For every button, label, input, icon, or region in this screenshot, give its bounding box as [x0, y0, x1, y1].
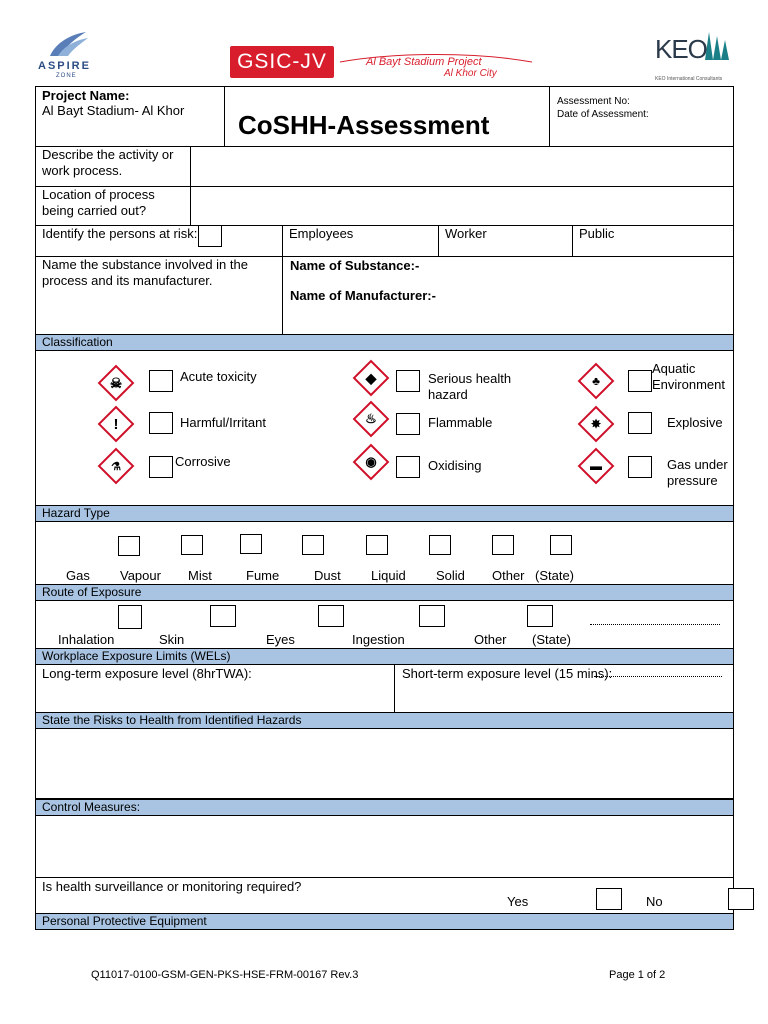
explosive-checkbox[interactable] — [628, 412, 652, 434]
aspire-zone-logo — [36, 30, 100, 82]
other-hazard-checkbox[interactable] — [550, 535, 572, 555]
aspire-word: ASPIRE — [38, 60, 91, 72]
manufacturer-name-label[interactable]: Name of Manufacturer:- — [290, 288, 436, 303]
aquatic-environment-checkbox[interactable] — [628, 370, 652, 392]
no-label: No — [646, 894, 663, 909]
exclamation-icon: ! — [98, 406, 134, 442]
ppe-heading: Personal Protective Equipment — [36, 913, 733, 930]
gas-label: Gas — [66, 568, 90, 583]
other-route-checkbox[interactable] — [527, 605, 553, 627]
other-route-input[interactable] — [590, 624, 720, 625]
inhalation-checkbox[interactable] — [118, 605, 142, 629]
corrosive-checkbox[interactable] — [149, 456, 173, 478]
gsic-logo — [230, 46, 334, 78]
mist-checkbox[interactable] — [240, 534, 262, 554]
public-label[interactable]: Public — [579, 226, 615, 241]
flammable-label: Flammable — [428, 415, 493, 430]
document-code: Q11017-0100-GSM-GEN-PKS-HSE-FRM-00167 Rev.3 — [91, 969, 359, 981]
explosive-label: Explosive — [667, 415, 723, 430]
eyes-label: Eyes — [266, 632, 295, 647]
activity-input[interactable] — [192, 148, 732, 184]
gas-under-pressure-checkbox[interactable] — [628, 456, 652, 478]
substance-name-label[interactable]: Name of Substance:- — [290, 258, 420, 273]
control-measures-heading: Control Measures: — [36, 799, 733, 816]
gas-cylinder-icon: ▬ — [578, 448, 614, 484]
harmful-irritant-label: Harmful/Irritant — [180, 415, 266, 430]
solid-checkbox[interactable] — [492, 535, 514, 555]
aspire-swoosh-icon — [36, 30, 100, 60]
oxidising-label: Oxidising — [428, 458, 482, 473]
acute-toxicity-label: Acute toxicity — [180, 369, 257, 384]
no-checkbox[interactable] — [728, 888, 754, 910]
skin-checkbox[interactable] — [210, 605, 236, 627]
other-hazard-label: Other — [492, 568, 525, 583]
state-hazard-label: (State) — [535, 568, 575, 583]
state-route-label: (State) — [532, 632, 572, 647]
environment-icon: ♣ — [578, 363, 614, 399]
corrosion-icon: ⚗ — [98, 448, 134, 484]
form-title: CoSHH-Assessment — [238, 110, 490, 140]
mist-label: Mist — [188, 568, 212, 583]
health-surveillance-question: Is health surveillance or monitoring required? — [42, 879, 302, 894]
dust-checkbox[interactable] — [366, 535, 388, 555]
keo-logo — [655, 30, 733, 86]
risks-heading: State the Risks to Health from Identified Hazards — [36, 712, 733, 729]
serious-health-hazard-label: Serious health hazard — [428, 371, 512, 402]
harmful-irritant-checkbox[interactable] — [149, 412, 173, 434]
worker-label[interactable]: Worker — [445, 226, 487, 241]
serious-health-hazard-checkbox[interactable] — [396, 370, 420, 392]
gsic-word: GSIC-JV — [237, 50, 327, 73]
activity-label: Describe the activity or work process. — [42, 147, 174, 178]
substance-label: Name the substance involved in the process and its manufacturer. — [42, 257, 248, 288]
skin-label: Skin — [159, 632, 185, 647]
aquatic-environment-label: Aquatic Environment — [652, 361, 725, 392]
persons-at-risk-label: Identify the persons at risk: — [42, 226, 198, 241]
corrosive-label: Corrosive — [175, 454, 231, 469]
keo-wave-icon — [703, 30, 733, 62]
page-number: Page 1 of 2 — [609, 969, 666, 981]
eyes-checkbox[interactable] — [318, 605, 344, 627]
hazard-type-heading: Hazard Type — [36, 505, 733, 522]
health-hazard-icon: ◆ — [353, 360, 389, 396]
inhalation-label: Inhalation — [58, 632, 115, 647]
gas-under-pressure-label: Gas under pressure — [667, 457, 728, 488]
flame-over-circle-icon: ◉ — [353, 444, 389, 480]
gas-checkbox[interactable] — [118, 536, 140, 556]
liquid-label: Liquid — [371, 568, 406, 583]
keo-word: KEO — [655, 34, 707, 64]
fume-checkbox[interactable] — [302, 535, 324, 555]
project-banner-city: Al Khor City — [444, 68, 497, 79]
control-measures-input[interactable] — [37, 817, 732, 877]
fume-label: Fume — [246, 568, 280, 583]
yes-label: Yes — [507, 894, 529, 909]
vapour-checkbox[interactable] — [181, 535, 203, 555]
route-of-exposure-heading: Route of Exposure — [36, 584, 733, 601]
risks-input[interactable] — [37, 730, 732, 798]
long-term-exposure-label[interactable]: Long-term exposure level (8hrTWA): — [42, 666, 252, 681]
flame-icon: ♨ — [353, 401, 389, 437]
assessment-no-label[interactable]: Assessment No: — [557, 96, 630, 107]
short-term-exposure-label[interactable]: Short-term exposure level (15 mins): — [402, 666, 613, 681]
exploding-bomb-icon: ✸ — [578, 406, 614, 442]
location-input[interactable] — [192, 188, 732, 224]
flammable-checkbox[interactable] — [396, 413, 420, 435]
date-of-assessment-label[interactable]: Date of Assessment: — [557, 109, 649, 120]
short-term-exposure-input[interactable] — [594, 676, 722, 677]
dust-label: Dust — [314, 568, 341, 583]
yes-checkbox[interactable] — [596, 888, 622, 910]
keo-subtitle: KEO International Consultants — [655, 76, 723, 82]
employees-label[interactable]: Employees — [289, 226, 354, 241]
location-label: Location of process being carried out? — [42, 187, 155, 218]
solid-label: Solid — [436, 568, 465, 583]
project-banner — [336, 50, 536, 82]
project-name-value[interactable]: Al Bayt Stadium- Al Khor — [42, 103, 185, 118]
vapour-label: Vapour — [120, 568, 161, 583]
oxidising-checkbox[interactable] — [396, 456, 420, 478]
ingestion-checkbox[interactable] — [419, 605, 445, 627]
skull-crossbones-icon: ☠ — [98, 365, 134, 401]
classification-heading: Classification — [36, 334, 733, 351]
project-banner-title: Al Bayt Stadium Project — [366, 56, 482, 68]
project-name-label: Project Name: — [42, 88, 130, 103]
other-route-label: Other — [474, 632, 507, 647]
acute-toxicity-checkbox[interactable] — [149, 370, 173, 392]
liquid-checkbox[interactable] — [429, 535, 451, 555]
wel-heading: Workplace Exposure Limits (WELs) — [36, 648, 733, 665]
ingestion-label: Ingestion — [352, 632, 405, 647]
aspire-zone-word: ZONE — [56, 73, 77, 79]
persons-at-risk-checkbox[interactable] — [198, 225, 222, 247]
